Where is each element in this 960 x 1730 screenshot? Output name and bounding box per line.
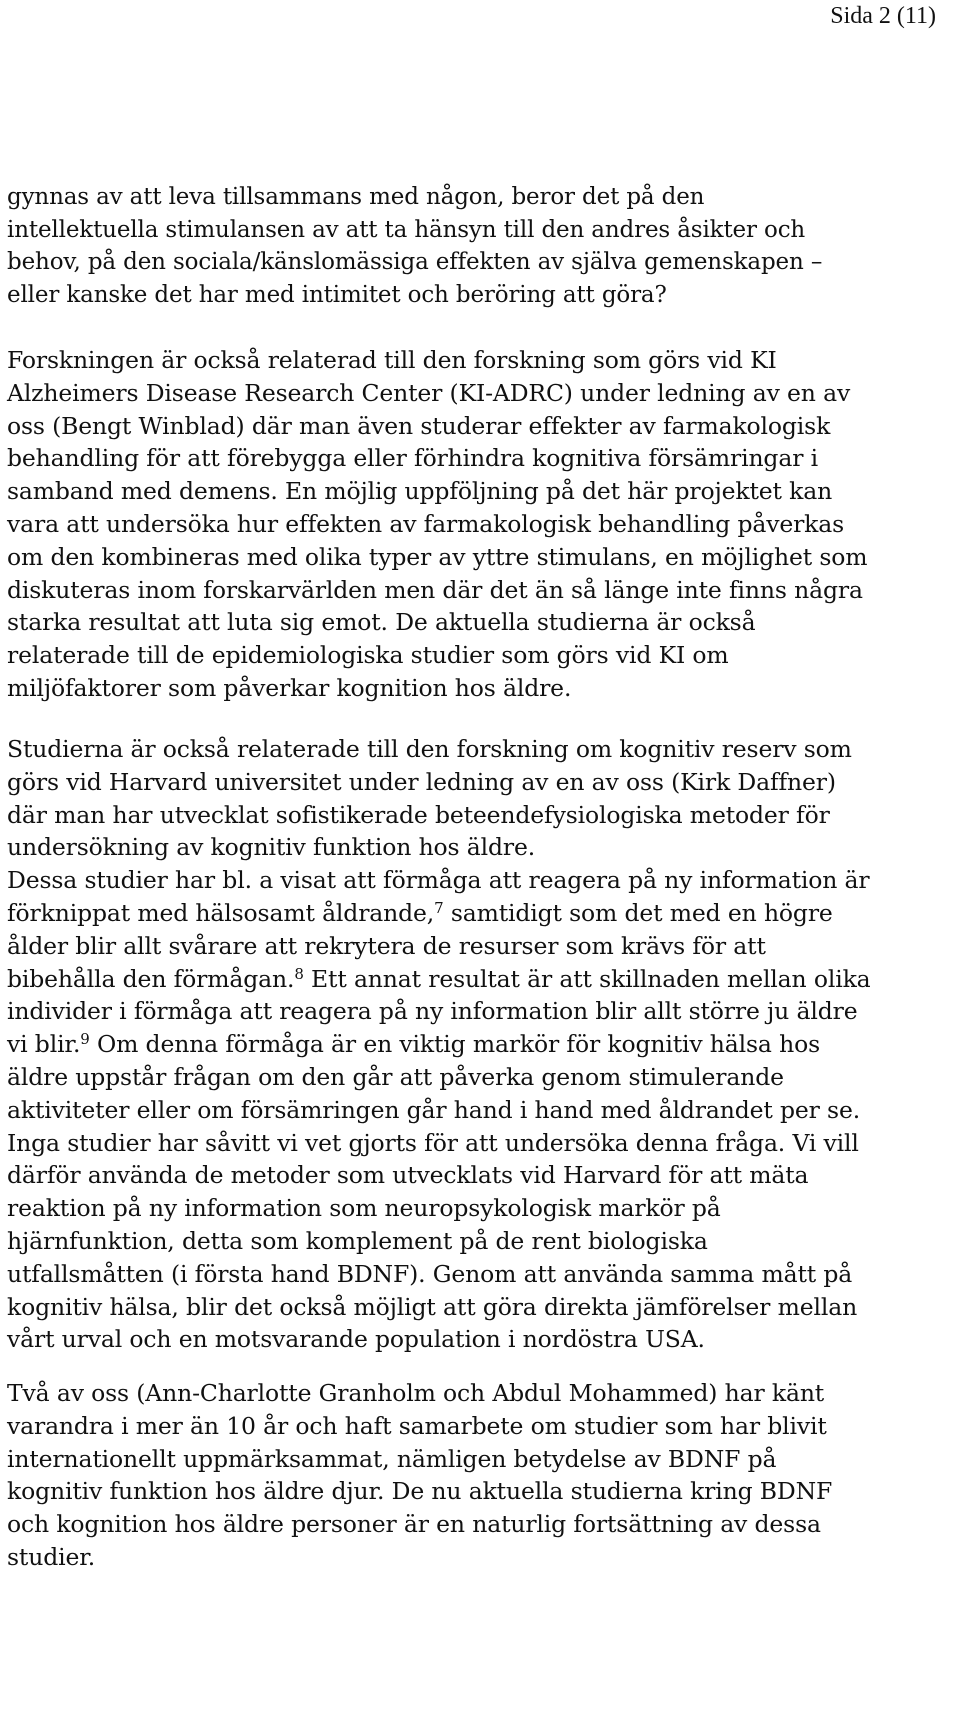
text-line: görs vid Harvard universitet under ledning av en av oss (Kirk Daffner) — [7, 767, 836, 796]
text-line: Inga studier har såvitt vi vet gjorts för att undersöka denna fråga. Vi vill — [7, 1128, 859, 1157]
text-line: eller kanske det har med intimitet och beröring att göra? — [7, 281, 667, 308]
text-line: Två av oss (Ann-Charlotte Granholm och Abdul Mohammed) har känt — [7, 1379, 825, 1407]
text-line-with-footnote — [7, 897, 937, 930]
text-line: ålder blir allt svårare att rekrytera de resurser som krävs för att — [7, 931, 766, 960]
page-number: Sida 2 (11) — [830, 3, 936, 29]
text-line: individer i förmåga att reagera på ny information blir allt större ju äldre — [7, 997, 858, 1026]
footnote-ref-9: 9 — [80, 1030, 90, 1049]
text-line: undersökning av kognitiv funktion hos äldre. — [7, 833, 536, 862]
text-line: samband med demens. En möjlig uppföljning på det här projektet kan — [7, 477, 833, 506]
text-line: Dessa studier har bl. a visat att förmåga att reagera på ny information är — [7, 866, 870, 895]
text-line: behov, på den sociala/känslomässiga effekten av själva gemenskapen – — [7, 249, 823, 275]
text-line: oss (Bengt Winblad) där man även studerar effekter av farmakologisk — [7, 411, 831, 440]
text-line: aktiviteter eller om försämringen går hand i hand med åldrandet per se. — [7, 1095, 861, 1124]
footnote-ref-7: 7 — [434, 898, 444, 917]
text-line: vara att undersöka hur effekten av farmakologisk behandling påverkas — [7, 509, 845, 538]
paragraph-3 — [7, 733, 937, 1356]
text-segment: förknippat med hälsosamt åldrande, — [7, 898, 435, 927]
text-segment: bibehålla den förmågan. — [7, 964, 295, 993]
text-line: behandling för att förebygga eller förhindra kognitiva försämringar i — [7, 444, 818, 473]
text-line: Forskningen är också relaterad till den forskning som görs vid KI — [7, 346, 777, 374]
text-line: vårt urval och en motsvarande population i nordöstra USA. — [7, 1325, 705, 1354]
text-line: varandra i mer än 10 år och haft samarbete om studier som har blivit — [7, 1411, 827, 1440]
text-line: hjärnfunktion, detta som komplement på de rent biologiska — [7, 1226, 708, 1255]
text-line: kognitiv funktion hos äldre djur. De nu aktuella studierna kring BDNF — [7, 1477, 833, 1506]
text-line: miljöfaktorer som påverkar kognition hos äldre. — [7, 673, 572, 702]
paragraph-4 — [7, 1377, 937, 1574]
text-segment: vi blir. — [7, 1030, 81, 1059]
text-segment: samtidigt som det med en högre — [443, 898, 833, 927]
text-line: äldre uppstår frågan om den går att påverka genom stimulerande — [7, 1062, 784, 1091]
text-line: starka resultat att luta sig emot. De aktuella studierna är också — [7, 608, 756, 637]
text-line: kognitiv hälsa, blir det också möjligt att göra direkta jämförelser mellan — [7, 1292, 858, 1321]
paragraph-2 — [7, 344, 937, 705]
text-line: Studierna är också relaterade till den forskning om kognitiv reserv som — [7, 735, 852, 763]
text-line: därför använda de metoder som utvecklats vid Harvard för att mäta — [7, 1161, 809, 1190]
text-line: utfallsmåtten (i första hand BDNF). Genom att använda samma mått på — [7, 1259, 853, 1288]
text-line: där man har utvecklat sofistikerade beteendefysiologiska metoder för — [7, 800, 830, 829]
text-line: reaktion på ny information som neuropsykologisk markör på — [7, 1194, 721, 1223]
footnote-ref-8: 8 — [294, 964, 304, 983]
text-line: diskuteras inom forskarvärlden men där det än så länge inte finns några — [7, 575, 863, 604]
text-line: intellektuella stimulansen av att ta hänsyn till den andres åsikter och — [7, 216, 806, 243]
text-line: om den kombineras med olika typer av yttre stimulans, en möjlighet som — [7, 542, 868, 571]
text-segment: Ett annat resultat är att skillnaden mellan olika — [303, 964, 871, 993]
text-line-with-footnote — [7, 963, 937, 996]
text-line: relaterade till de epidemiologiska studier som görs vid KI om — [7, 641, 729, 670]
text-line: studier. — [7, 1542, 96, 1571]
text-line-with-footnote — [7, 1028, 937, 1061]
text-line: och kognition hos äldre personer är en naturlig fortsättning av dessa — [7, 1510, 821, 1539]
text-line: internationellt uppmärksammat, nämligen betydelse av BDNF på — [7, 1444, 777, 1473]
text-segment: Om denna förmåga är en viktig markör för kognitiv hälsa hos — [89, 1030, 820, 1059]
paragraph-1 — [7, 181, 937, 311]
text-line: Alzheimers Disease Research Center (KI-ADRC) under ledning av en av — [7, 378, 851, 407]
text-line: gynnas av att leva tillsammans med någon, beror det på den — [7, 184, 705, 210]
